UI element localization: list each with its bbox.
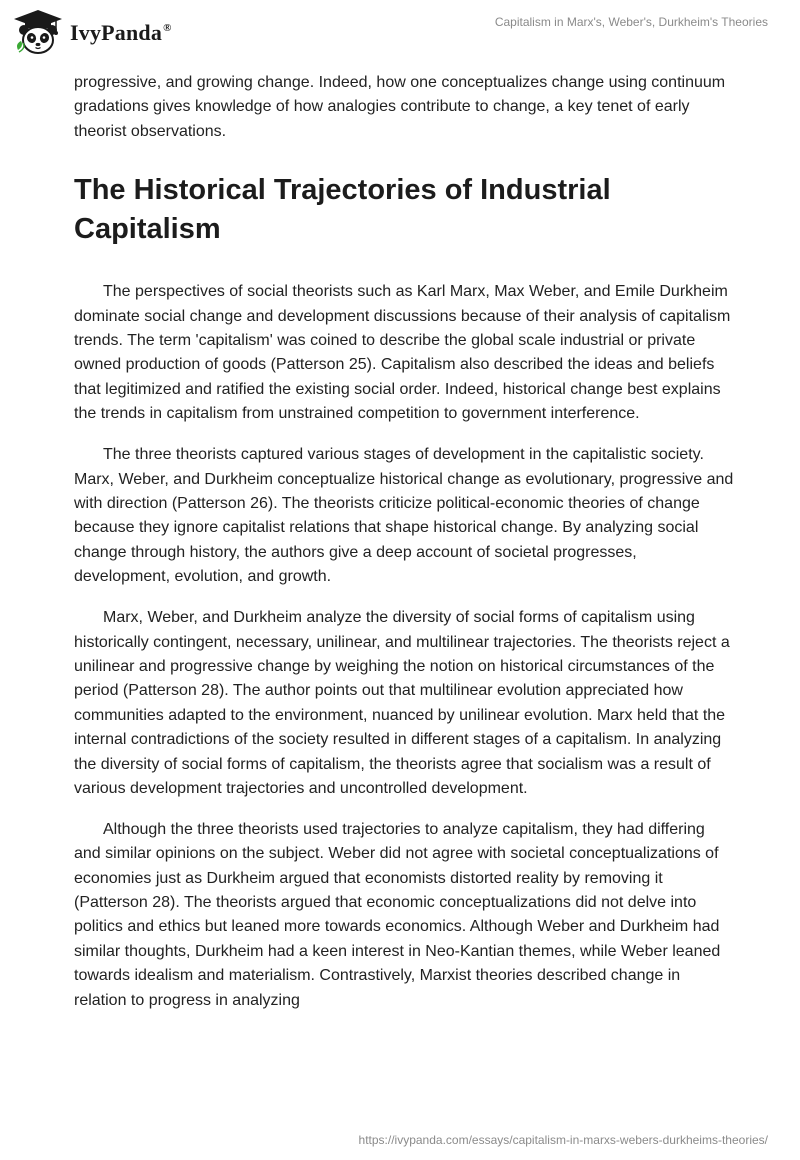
brand-name: IvyPanda® <box>70 20 172 45</box>
source-url[interactable]: https://ivypanda.com/essays/capitalism-in-marxs-webers-durkheims-theories/ <box>358 1133 768 1147</box>
brand-logo[interactable] <box>12 8 172 58</box>
registered-mark: ® <box>163 22 172 34</box>
page-header <box>0 0 800 64</box>
paragraph-2: The three theorists captured various stages of development in the capitalistic society. Marx, Weber, and Durkheim conceptualize historical change as evolutionary, progressive and with direction (Patterson 26). The theorists criticize political-economic theories of change because they ignore capitalist relations that shape historical change. By analyzing social change through history, the authors give a deep account of societal progresses, development, evolution, and growth. <box>74 446 734 586</box>
paragraph-1: The perspectives of social theorists such as Karl Marx, Max Weber, and Emile Durkheim dominate social change and development discussions because of their analysis of capitalism trends. The term 'capitalism' was coined to describe the global scale industrial or private owned production of goods (Patterson 25). Capitalism also described the ideas and beliefs that legitimized and ratified the existing social order. Indeed, historical change best explains the trends in capitalism from unstrained competition to government interference. <box>74 283 731 423</box>
article-body <box>74 71 734 1013</box>
paragraph-4: Although the three theorists used trajectories to analyze capitalism, they had differing and similar opinions on the subject. Weber did not agree with societal conceptualizations of economies just as Durkheim argued that economists distorted reality by removing it (Patterson 28). The theorists argued that economic conceptualizations did not delve into politics and ethics but leaned more towards economics. Although Weber and Durkheim had similar thoughts, Durkheim had a keen interest in Neo-Kantian themes, while Weber leaned towards idealism and materialism. Contrastively, Marxist theories described change in relation to progress in analyzing <box>74 820 721 1009</box>
intro-paragraph: progressive, and growing change. Indeed, how one conceptualizes change using continuum gradations gives knowledge of how analogies contribute to change, a key tenet of early theorist observations. <box>74 74 726 140</box>
section-heading: The Historical Trajectories of Industrial Capitalism <box>74 174 611 246</box>
panda-graduate-icon <box>12 8 64 58</box>
paragraph-3: Marx, Weber, and Durkheim analyze the diversity of social forms of capitalism using historically contingent, necessary, unilinear, and multilinear trajectories. The theorists reject a unilinear and progressive change by weighing the notion on historical circumstances of the period (Patterson 28). The author points out that multilinear evolution appreciated how communities adapted to the environment, nuanced by unilinear evolution. Marx held that the internal contradictions of the society resulted in different stages of a capitalism. In analyzing the diversity of social forms of capitalism, the theorists agree that socialism was a result of various development trajectories and uncontrolled development. <box>74 609 730 797</box>
document-title: Capitalism in Marx's, Weber's, Durkheim's Theories <box>494 15 768 29</box>
